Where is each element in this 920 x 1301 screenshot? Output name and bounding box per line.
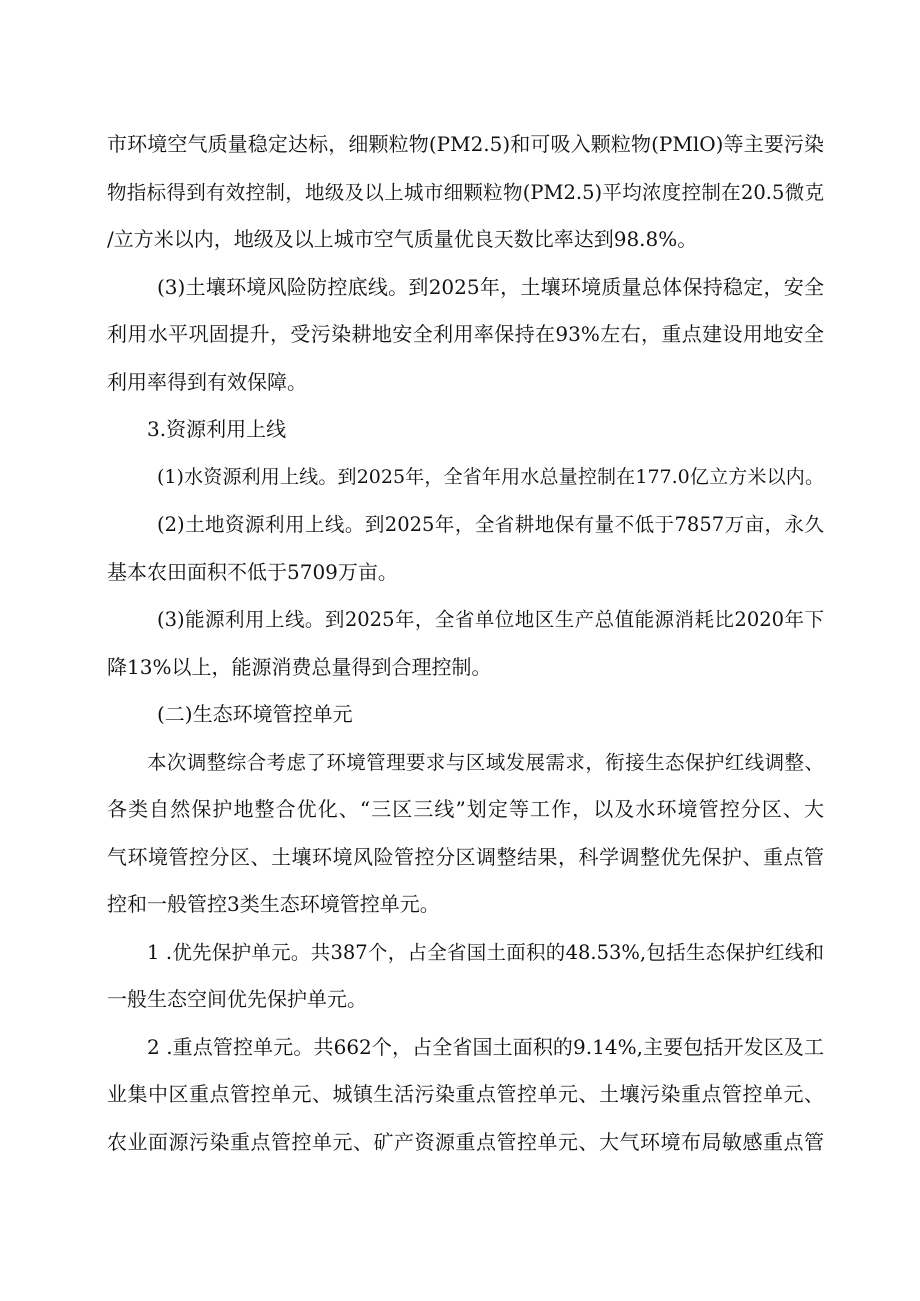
text-line: 农业面源污染重点管控单元、矿产资源重点管控单元、大气环境布局敏感重点管 xyxy=(107,1129,824,1154)
section-heading: (二)生态环境管控单元 xyxy=(157,702,353,726)
text-line: 基本农田面积不低于5709万亩。 xyxy=(107,559,398,584)
text-line: 市环境空气质量稳定达标，细颗粒物(PM2.5)和可吸入颗粒物(PMlO)等主要污染 xyxy=(107,132,824,156)
text-line: 利用水平巩固提升，受污染耕地安全利用率保持在93%左右，重点建设用地安全 xyxy=(107,322,824,346)
text-line: /立方米以内，地级及以上城市空气质量优良天数比率达到98.8%。 xyxy=(107,227,698,251)
text-line: (1)水资源利用上线。到2025年，全省年用水总量控制在177.0亿立方米以内。 xyxy=(157,465,824,488)
text-line: 2 .重点管控单元。共662个，占全省国土面积的9.14%,主要包括开发区及工 xyxy=(147,1034,824,1059)
section-heading: 3.资源利用上线 xyxy=(147,417,287,441)
text-line: 1 .优先保护单元。共387个，占全省国土面积的48.53%,包括生态保护红线和 xyxy=(147,940,824,964)
text-line: 利用率得到有效保障。 xyxy=(107,369,307,394)
text-line: 一般生态空间优先保护单元。 xyxy=(107,987,367,1011)
text-line: 控和一般管控3类生态环境管控单元。 xyxy=(107,892,440,916)
text-line: (3)土壤环境风险防控底线。到2025年，土壤环境质量总体保持稳定，安全 xyxy=(157,274,824,299)
text-line: 本次调整综合考虑了环境管理要求与区域发展需求，衔接生态保护红线调整、 xyxy=(147,750,824,774)
text-line: 气环境管控分区、土壤环境风险管控分区调整结果，科学调整优先保护、重点管 xyxy=(107,844,824,869)
text-line: 各类自然保护地整合优化、“三区三线”划定等工作，以及水环境管控分区、大 xyxy=(107,797,824,821)
text-line: 业集中区重点管控单元、城镇生活污染重点管控单元、土壤污染重点管控单元、 xyxy=(107,1082,824,1106)
text-line: (2)土地资源利用上线。到2025年，全省耕地保有量不低于7857万亩，永久 xyxy=(157,513,824,536)
text-line: 物指标得到有效控制，地级及以上城市细颗粒物(PM2.5)平均浓度控制在20.5微克 xyxy=(107,180,824,204)
text-line: (3)能源利用上线。到2025年，全省单位地区生产总值能源消耗比2020年下 xyxy=(157,608,824,631)
text-line: 降13%以上，能源消费总量得到合理控制。 xyxy=(107,654,492,679)
